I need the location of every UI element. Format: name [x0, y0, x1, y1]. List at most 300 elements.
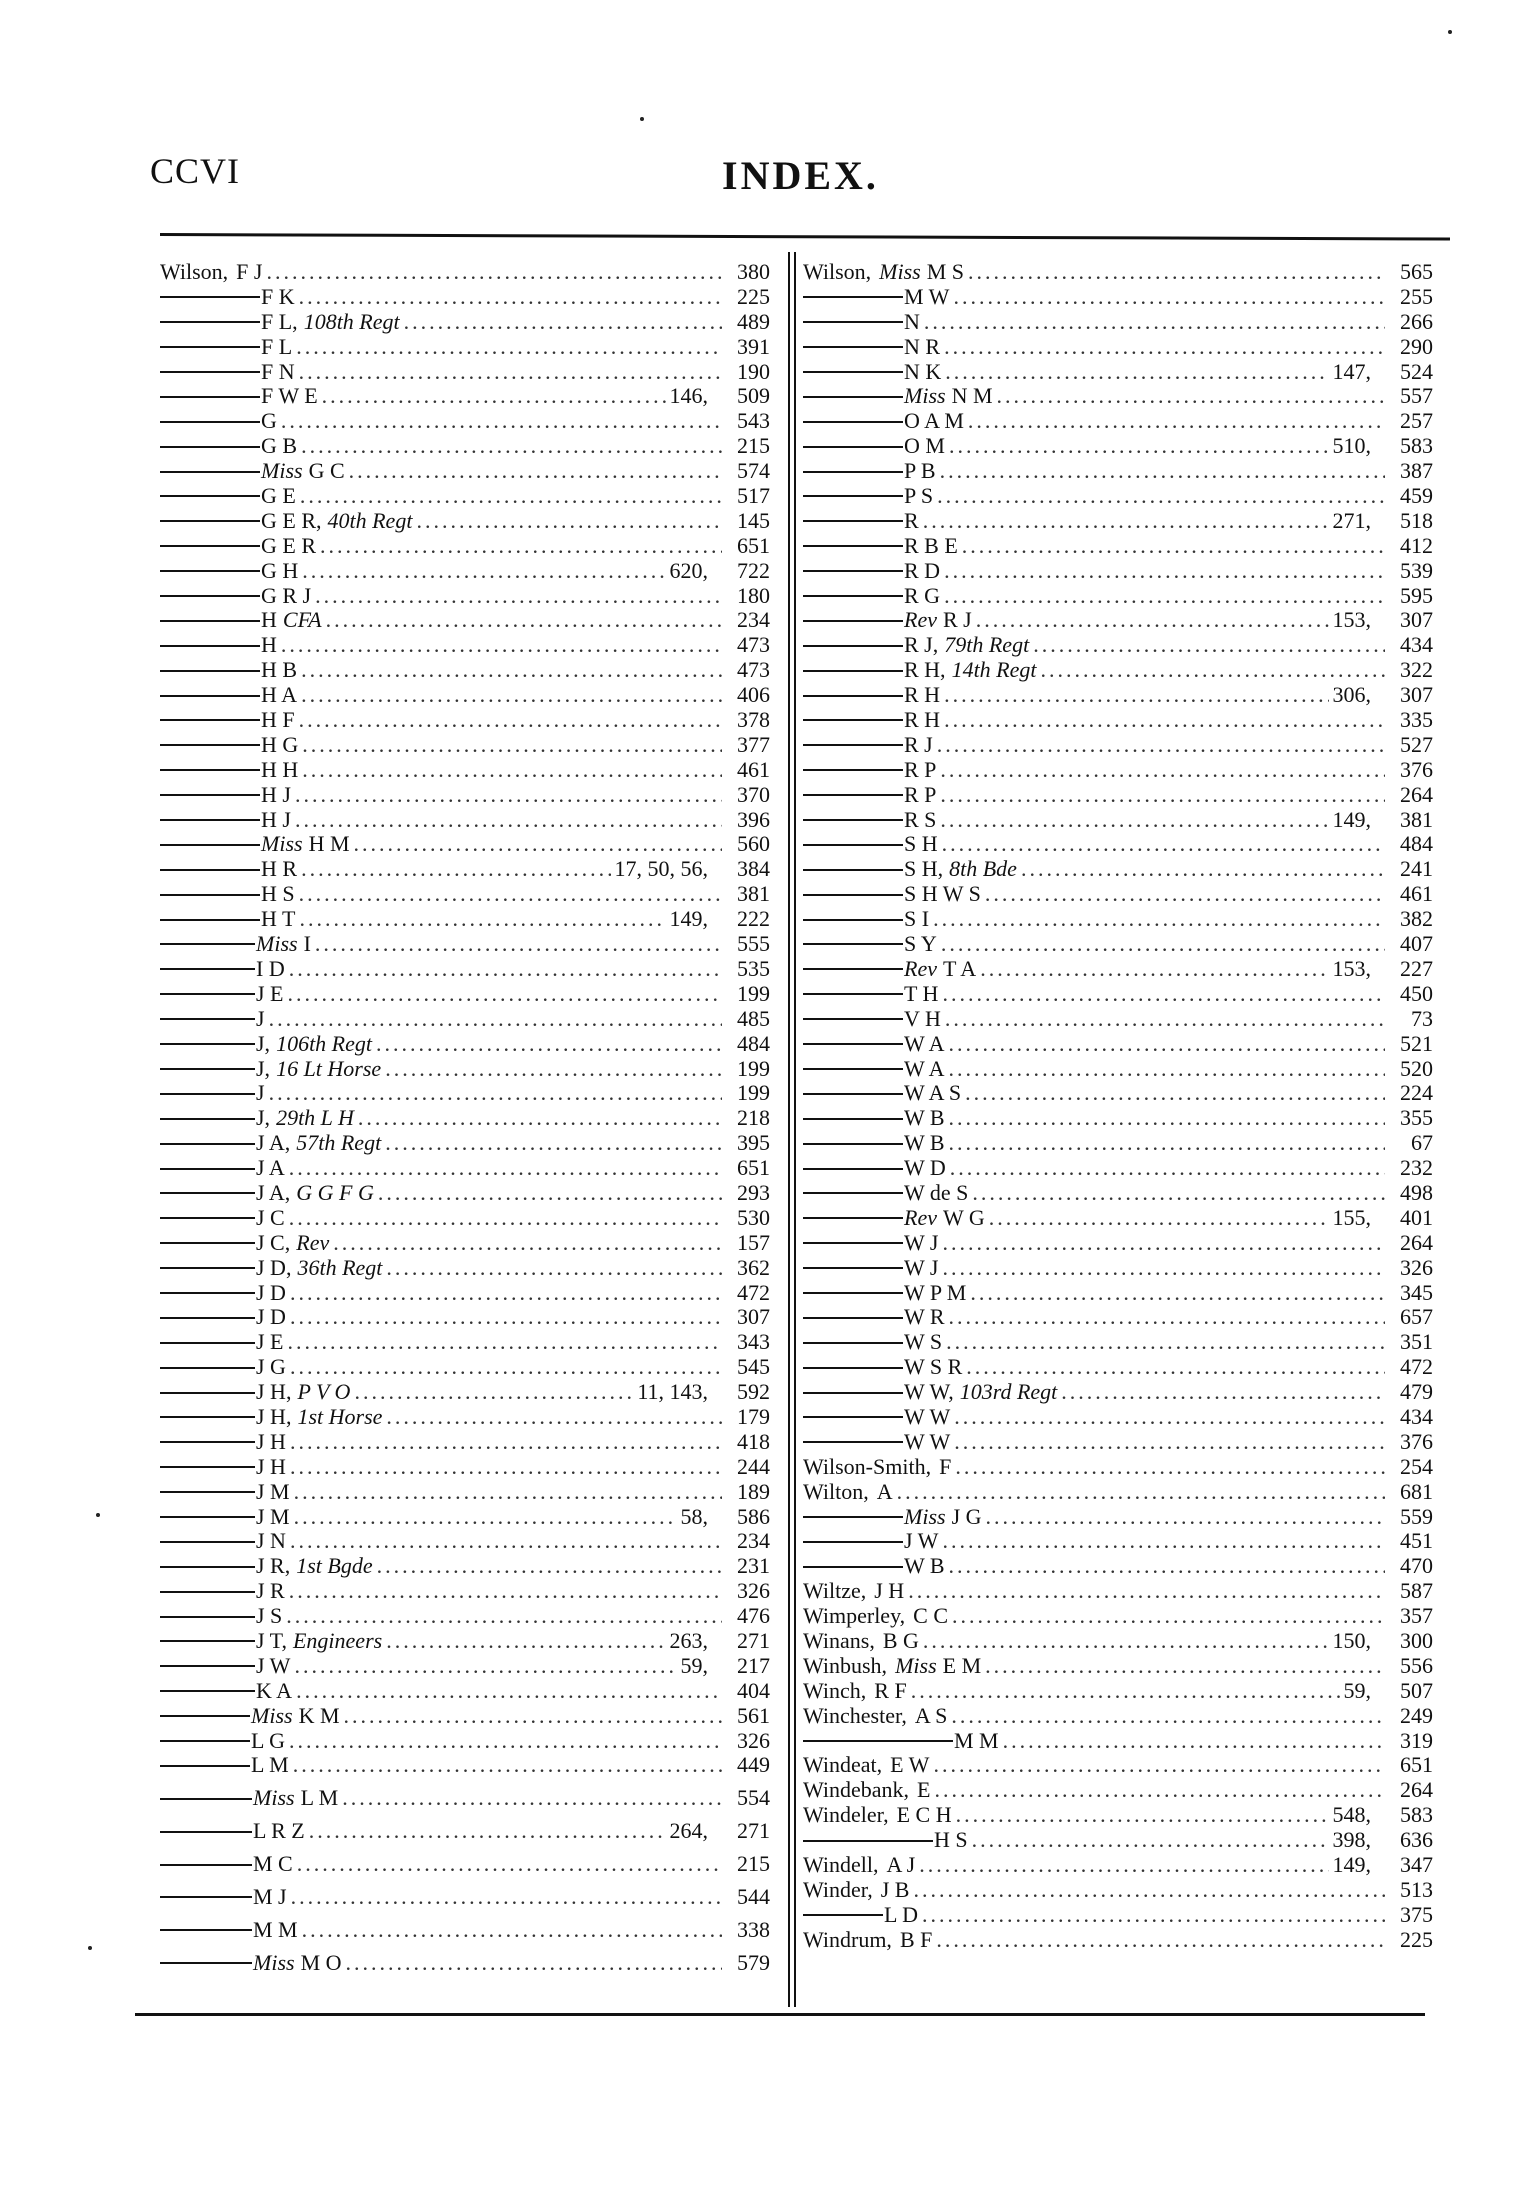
dot-leader [952, 1604, 1385, 1629]
dot-leader [302, 559, 665, 584]
entry-page-number: 73 [1411, 1005, 1433, 1031]
entry-initials: K M [298, 1702, 340, 1728]
entry-page-number: 224 [1400, 1080, 1433, 1106]
index-entry [160, 260, 770, 285]
entry-page-number: 521 [1400, 1030, 1433, 1056]
ditto-dash [160, 1392, 255, 1394]
entry-initials: J G [951, 1503, 982, 1529]
entry-title-prefix: Miss [895, 1652, 937, 1678]
entry-surname: Windeler, [803, 1802, 889, 1828]
entry-title-prefix: Miss [904, 1503, 946, 1529]
entry-initials: J H, [256, 1403, 292, 1429]
ditto-dash [803, 993, 903, 995]
entry-initials: G E R, [261, 507, 322, 533]
ditto-dash [160, 1242, 255, 1244]
ditto-dash [160, 1690, 255, 1692]
ditto-dash [803, 794, 903, 796]
ditto-dash [803, 1267, 903, 1269]
entry-page-number: 396 [737, 806, 770, 832]
index-entry [160, 1579, 770, 1604]
entry-initials: J H [256, 1453, 286, 1479]
ditto-dash [803, 495, 903, 497]
dot-leader [908, 1579, 1385, 1604]
ditto-dash [160, 1317, 255, 1319]
ditto-dash [160, 1962, 252, 1964]
ditto-dash [803, 1541, 903, 1543]
entry-initials: F K [261, 283, 295, 309]
ditto-dash [160, 993, 255, 995]
dot-leader [949, 1032, 1385, 1057]
entry-initials: R P [904, 781, 937, 807]
entry-page-number: 406 [737, 682, 770, 708]
entry-page-number: 249 [1400, 1702, 1433, 1728]
index-entry [160, 559, 770, 584]
entry-page-number: 583 [1400, 433, 1433, 459]
entry-initials: J D [256, 1304, 286, 1330]
index-entry [160, 1629, 770, 1654]
index-entry [160, 1032, 770, 1057]
entry-initials: H J [261, 806, 291, 832]
entry-initials: A S [914, 1702, 948, 1728]
print-speck [96, 1513, 100, 1517]
ditto-dash [803, 695, 903, 697]
ditto-dash [160, 296, 260, 298]
dot-leader [919, 1853, 1328, 1878]
entry-page-number: 418 [737, 1428, 770, 1454]
entry-initials: F W E [261, 383, 318, 409]
entry-initials: H J [261, 781, 291, 807]
entry-initials: T A [942, 955, 977, 981]
dot-leader [997, 384, 1385, 409]
index-entry [803, 758, 1433, 783]
ditto-dash [160, 1715, 250, 1717]
index-entry [160, 907, 770, 932]
entry-initials: J, [256, 1055, 271, 1081]
entry-initials: A [876, 1478, 893, 1504]
dot-leader [299, 907, 665, 932]
ditto-dash [803, 1143, 903, 1145]
ditto-dash [160, 471, 260, 473]
index-entry [160, 1231, 770, 1256]
entry-initials: L G [251, 1727, 286, 1753]
dot-leader [416, 509, 722, 534]
index-entry [160, 1918, 770, 1943]
dot-leader [288, 982, 723, 1007]
entry-initials: L M [251, 1752, 289, 1778]
entry-page-number: 530 [737, 1204, 770, 1230]
entry-initials: J E [256, 980, 284, 1006]
dot-leader [954, 1430, 1385, 1455]
entry-initials: J, [256, 1030, 271, 1056]
dot-leader [945, 1007, 1385, 1032]
entry-initials: R H, [904, 657, 946, 683]
entry-initials: J A [256, 1155, 285, 1181]
index-entry [803, 310, 1433, 335]
entry-page-number: 244 [737, 1453, 770, 1479]
entry-initials: W G [942, 1204, 985, 1230]
dot-leader [354, 1380, 633, 1405]
index-entry [160, 1206, 770, 1231]
entry-page-number: 271 [737, 1627, 770, 1653]
entry-page-number: 517 [737, 483, 770, 509]
entry-page-number: 544 [737, 1884, 770, 1909]
dot-leader [1003, 1729, 1385, 1754]
dot-leader [936, 1928, 1385, 1953]
index-entry [803, 1604, 1433, 1629]
index-entry [803, 1355, 1433, 1380]
entry-initials: F J [236, 259, 263, 284]
index-entry [803, 1156, 1433, 1181]
entry-initials: W B [904, 1130, 945, 1156]
entry-initials: R [904, 507, 919, 533]
index-entry [803, 1579, 1433, 1604]
ditto-dash [803, 819, 903, 821]
index-entry [160, 310, 770, 335]
dot-leader [949, 1305, 1385, 1330]
ditto-dash [160, 1466, 255, 1468]
entry-page-number: 574 [737, 458, 770, 484]
index-entry [803, 409, 1433, 434]
dot-leader [385, 1057, 722, 1082]
ditto-dash [160, 1896, 252, 1898]
entry-initials: M M [253, 1916, 298, 1942]
entry-page-number: 484 [737, 1030, 770, 1056]
entry-title-prefix: Miss [256, 931, 298, 957]
index-entry [160, 857, 770, 882]
index-entry [803, 360, 1433, 385]
index-entry [803, 907, 1433, 932]
ditto-dash [160, 844, 260, 846]
dot-leader [944, 683, 1328, 708]
ditto-dash [803, 1416, 903, 1418]
entry-initials: R B E [904, 532, 958, 558]
entry-initials: R G [904, 582, 941, 608]
ditto-dash [160, 1765, 250, 1767]
index-entry [160, 1131, 770, 1156]
index-entry [803, 683, 1433, 708]
entry-page-number: 479 [1400, 1379, 1433, 1405]
entry-title-prefix: Miss [904, 383, 946, 409]
ditto-dash [803, 769, 903, 771]
dot-leader [923, 509, 1329, 534]
index-entry [803, 1729, 1433, 1754]
entry-extra-pages: 11, 143, [637, 1379, 708, 1405]
entry-initials: J M [256, 1503, 290, 1529]
entry-page-number: 322 [1400, 657, 1433, 683]
dot-leader [315, 584, 722, 609]
index-entry [803, 1281, 1433, 1306]
entry-page-number: 489 [737, 308, 770, 334]
index-entry [160, 1753, 770, 1778]
index-entry [160, 1885, 770, 1910]
entry-qualifier: 108th Regt [303, 308, 400, 334]
entry-page-number: 509 [737, 383, 770, 409]
dot-leader [968, 260, 1385, 285]
entry-initials: R F [874, 1677, 907, 1703]
dot-leader [944, 559, 1385, 584]
index-entry [803, 1629, 1433, 1654]
ditto-dash [803, 719, 903, 721]
dot-leader [301, 434, 722, 459]
index-entry [803, 1081, 1433, 1106]
index-entry [160, 534, 770, 559]
index-entry [803, 957, 1433, 982]
dot-leader [286, 1604, 722, 1629]
page-title: INDEX. [722, 153, 879, 198]
entry-initials: W de S [904, 1179, 969, 1205]
dot-leader [949, 1057, 1385, 1082]
index-entry [160, 882, 770, 907]
entry-page-number: 527 [1400, 731, 1433, 757]
entry-page-number: 395 [737, 1130, 770, 1156]
entry-qualifier: 1st Bgde [296, 1553, 373, 1579]
index-entry [803, 1032, 1433, 1057]
index-entry [803, 1529, 1433, 1554]
dot-leader [956, 1803, 1329, 1828]
entry-initials: L R Z [253, 1818, 305, 1844]
dot-leader [302, 1918, 722, 1943]
ditto-dash [803, 894, 903, 896]
ditto-dash [160, 819, 260, 821]
entry-page-number: 636 [1400, 1827, 1433, 1853]
entry-extra-pages: 149, [1332, 1852, 1371, 1877]
ditto-dash [160, 695, 260, 697]
dot-leader [949, 1554, 1385, 1579]
dot-leader [289, 1579, 722, 1604]
dot-leader [966, 1355, 1385, 1380]
entry-page-number: 545 [737, 1354, 770, 1380]
index-entry [160, 832, 770, 857]
entry-page-number: 307 [1400, 607, 1433, 633]
entry-page-number: 384 [737, 856, 770, 882]
entry-page-number: 307 [737, 1304, 770, 1330]
entry-initials: E C H [896, 1802, 952, 1828]
entry-initials: W J [904, 1229, 939, 1255]
index-entry [160, 484, 770, 509]
entry-title-prefix: Rev [904, 607, 937, 633]
entry-initials: P S [904, 483, 934, 509]
entry-initials: J A, [256, 1130, 291, 1156]
entry-initials: M C [253, 1851, 293, 1877]
ditto-dash [803, 1217, 903, 1219]
index-entry [160, 335, 770, 360]
dot-leader [1021, 857, 1385, 882]
dot-leader [295, 808, 722, 833]
dot-leader [296, 335, 722, 360]
ditto-dash [160, 595, 260, 597]
dot-leader [294, 1480, 722, 1505]
dot-leader [301, 658, 722, 683]
ditto-dash [803, 595, 903, 597]
index-entry [160, 1455, 770, 1480]
ditto-dash [803, 346, 903, 348]
ditto-dash [160, 1740, 250, 1742]
index-entry [160, 932, 770, 957]
index-entry [803, 832, 1433, 857]
entry-initials: J R, [256, 1553, 291, 1579]
dot-leader [266, 260, 722, 285]
ditto-dash [803, 1392, 903, 1394]
entry-initials: I [303, 931, 311, 957]
index-entry [160, 1786, 770, 1811]
dot-leader [342, 1786, 722, 1811]
index-entry [160, 1604, 770, 1629]
entry-page-number: 391 [737, 333, 770, 359]
ditto-dash [803, 1093, 903, 1095]
entry-page-number: 338 [737, 1916, 770, 1942]
entry-initials: H H [261, 756, 299, 782]
entry-initials: E W [890, 1752, 930, 1778]
entry-initials: W W, [904, 1379, 954, 1405]
entry-page-number: 485 [737, 1005, 770, 1031]
entry-page-number: 651 [737, 1155, 770, 1181]
dot-leader [349, 459, 722, 484]
dot-leader [1061, 1380, 1385, 1405]
entry-initials: I D [256, 955, 285, 981]
dot-leader [940, 459, 1385, 484]
entry-page-number: 375 [1400, 1901, 1433, 1927]
entry-initials: J, [256, 1105, 271, 1131]
index-entry [803, 1330, 1433, 1355]
dot-leader [301, 857, 610, 882]
dot-leader [289, 957, 722, 982]
index-entry [803, 459, 1433, 484]
dot-leader [942, 1256, 1385, 1281]
dot-leader [942, 982, 1385, 1007]
entry-surname: Windebank, [803, 1777, 910, 1803]
entry-initials: W D [904, 1155, 946, 1181]
ditto-dash [160, 421, 260, 423]
bottom-rule [135, 2013, 1425, 2016]
entry-initials: H F [261, 707, 295, 733]
index-entry [160, 1480, 770, 1505]
entry-page-number: 513 [1400, 1876, 1433, 1902]
entry-page-number: 387 [1400, 458, 1433, 484]
entry-initials: R D [904, 557, 941, 583]
ditto-dash [160, 495, 260, 497]
entry-initials: J C, [256, 1229, 291, 1255]
entry-page-number: 257 [1400, 408, 1433, 434]
dot-leader [937, 484, 1385, 509]
index-entry [803, 1480, 1433, 1505]
index-entry [803, 982, 1433, 1007]
entry-qualifier: 57th Regt [296, 1130, 382, 1156]
entry-initials: S H W S [904, 881, 981, 907]
entry-page-number: 524 [1400, 358, 1433, 384]
entry-page-number: 376 [1400, 1428, 1433, 1454]
index-entry [803, 1704, 1433, 1729]
print-speck [88, 1946, 92, 1950]
entry-qualifier: 40th Regt [327, 507, 413, 533]
entry-initials: J A, [256, 1179, 291, 1205]
index-entry [803, 1206, 1433, 1231]
dot-leader [404, 310, 722, 335]
column-divider [788, 252, 790, 2007]
entry-page-number: 326 [1400, 1254, 1433, 1280]
index-entry [803, 509, 1433, 534]
entry-page-number: 559 [1400, 1503, 1433, 1529]
ditto-dash [803, 1342, 903, 1344]
entry-page-number: 326 [737, 1578, 770, 1604]
entry-page-number: 560 [737, 831, 770, 857]
index-entry [160, 1679, 770, 1704]
entry-title-prefix: Rev [904, 1204, 937, 1230]
entry-page-number: 473 [737, 632, 770, 658]
dot-leader [937, 733, 1385, 758]
dot-leader [320, 534, 722, 559]
ditto-dash [160, 1217, 255, 1219]
entry-initials: L M [300, 1785, 339, 1811]
dot-leader [309, 1819, 666, 1844]
ditto-dash [160, 620, 260, 622]
entry-page-number: 241 [1400, 856, 1433, 882]
entry-page-number: 561 [737, 1702, 770, 1728]
dot-leader [949, 1131, 1385, 1156]
entry-surname: Winder, [803, 1876, 873, 1902]
entry-page-number: 380 [737, 259, 770, 284]
index-entry [160, 683, 770, 708]
entry-qualifier: 29th L H [276, 1105, 354, 1131]
page-number: CCVI [150, 151, 241, 191]
entry-qualifier: 8th Bde [949, 856, 1017, 882]
entry-initials: J W [904, 1528, 939, 1554]
entry-page-number: 180 [737, 582, 770, 608]
entry-extra-pages: 271, [1332, 507, 1371, 533]
ditto-dash [160, 1267, 255, 1269]
entry-initials: H S [934, 1827, 968, 1853]
dot-leader [315, 932, 722, 957]
entry-page-number: 404 [737, 1677, 770, 1703]
entry-initials: W B [904, 1105, 945, 1131]
entry-initials: N R [904, 333, 941, 359]
dot-leader [294, 1505, 677, 1530]
entry-initials: G R J [261, 582, 312, 608]
entry-initials: R H [904, 707, 941, 733]
dot-leader [933, 1753, 1385, 1778]
entry-initials: H G [261, 731, 299, 757]
entry-page-number: 583 [1400, 1802, 1433, 1828]
entry-qualifier: 79th Regt [944, 632, 1030, 658]
ditto-dash [160, 1118, 255, 1120]
ditto-dash [803, 371, 903, 373]
index-entry [160, 1819, 770, 1844]
entry-surname: Wilton, [803, 1478, 869, 1504]
index-entry [803, 1853, 1433, 1878]
dot-leader [954, 1405, 1385, 1430]
entry-page-number: 586 [737, 1503, 770, 1529]
index-entry [160, 409, 770, 434]
dot-leader [944, 708, 1385, 733]
entry-initials: W R [904, 1304, 945, 1330]
index-entry [803, 1753, 1433, 1778]
entry-initials: G E R [261, 532, 316, 558]
entry-page-number: 412 [1400, 532, 1433, 558]
entry-initials: R J [942, 607, 972, 633]
dot-leader [288, 1330, 723, 1355]
dot-leader [293, 1753, 722, 1778]
entry-page-number: 215 [737, 433, 770, 459]
entry-extra-pages: 17, 50, 56, [614, 856, 708, 882]
entry-page-number: 335 [1400, 707, 1433, 733]
dot-leader [290, 1529, 722, 1554]
ditto-dash [803, 471, 903, 473]
dot-leader [385, 1131, 722, 1156]
dot-leader [924, 310, 1385, 335]
ditto-dash [803, 1367, 903, 1369]
index-entry [160, 1330, 770, 1355]
entry-page-number: 461 [737, 756, 770, 782]
entry-title-prefix: Miss [251, 1702, 293, 1728]
